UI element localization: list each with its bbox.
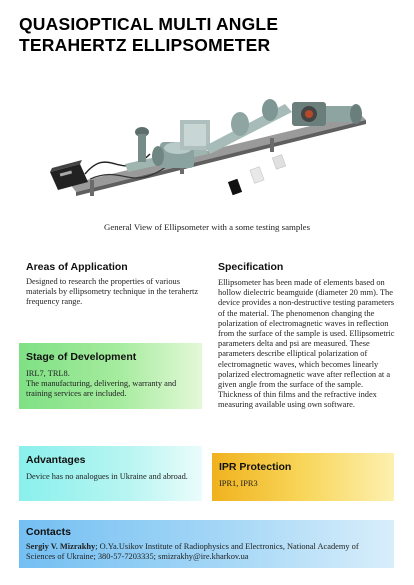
title-line-1: QUASIOPTICAL MULTI ANGLE bbox=[19, 14, 279, 34]
figure-caption: General View of Ellipsometer with a some testing samples bbox=[104, 222, 310, 232]
advantages-text: Device has no analogues in Ukraine and abroad. bbox=[26, 472, 188, 481]
page-title bbox=[19, 14, 399, 56]
contact-name: Sergiy V. Mizrakhy bbox=[26, 542, 96, 551]
stage-line-1: IRL7, TRL8. bbox=[26, 369, 70, 378]
stage-line-2: The manufacturing, delivering, warranty and training services are included. bbox=[26, 379, 177, 399]
specification-text: Ellipsometer has been made of elements based on hollow dielectric beamguide (diameter 20 mm). The device provides a non-destructive testing parameters of the material. The phenomenon changing the polarization of electromagnetic waves in reflection from the surface of the sample is used. Ellipsometric parameters delta and psi are measured. These parameters describe elliptical polarization of electromagnetic waves, which becomes linearly polarized electromagnetic wave after reflection at a given angle from the surface of the sample. Thickness of thin films and the refractive index measuring available using own software. bbox=[218, 278, 395, 410]
advantages-box bbox=[19, 446, 202, 501]
advantages-heading: Advantages bbox=[26, 454, 86, 466]
ipr-box bbox=[212, 453, 394, 501]
ipr-text: IPR1, IPR3 bbox=[219, 479, 258, 488]
areas-text: Designed to research the properties of various materials by ellipsometry technique in the terahertz frequency range. bbox=[26, 277, 199, 307]
stage-box bbox=[19, 343, 202, 409]
contacts-text bbox=[26, 542, 387, 562]
contact-details: ; O.Ya.Usikov Institute of Radiophysics and Electronics, National Academy of Sciences of Ukraine; 380-57-7203335; smizrakhy@ire.kharkov.ua bbox=[26, 542, 359, 562]
ellipsometer-photo bbox=[30, 84, 386, 212]
specification-heading: Specification bbox=[218, 261, 284, 273]
contacts-heading: Contacts bbox=[26, 526, 71, 538]
areas-heading: Areas of Application bbox=[26, 261, 128, 273]
ipr-heading: IPR Protection bbox=[219, 461, 292, 473]
title-line-2: TERAHERTZ ELLIPSOMETER bbox=[19, 35, 271, 55]
contacts-box bbox=[19, 520, 394, 568]
stage-heading: Stage of Development bbox=[26, 351, 137, 363]
